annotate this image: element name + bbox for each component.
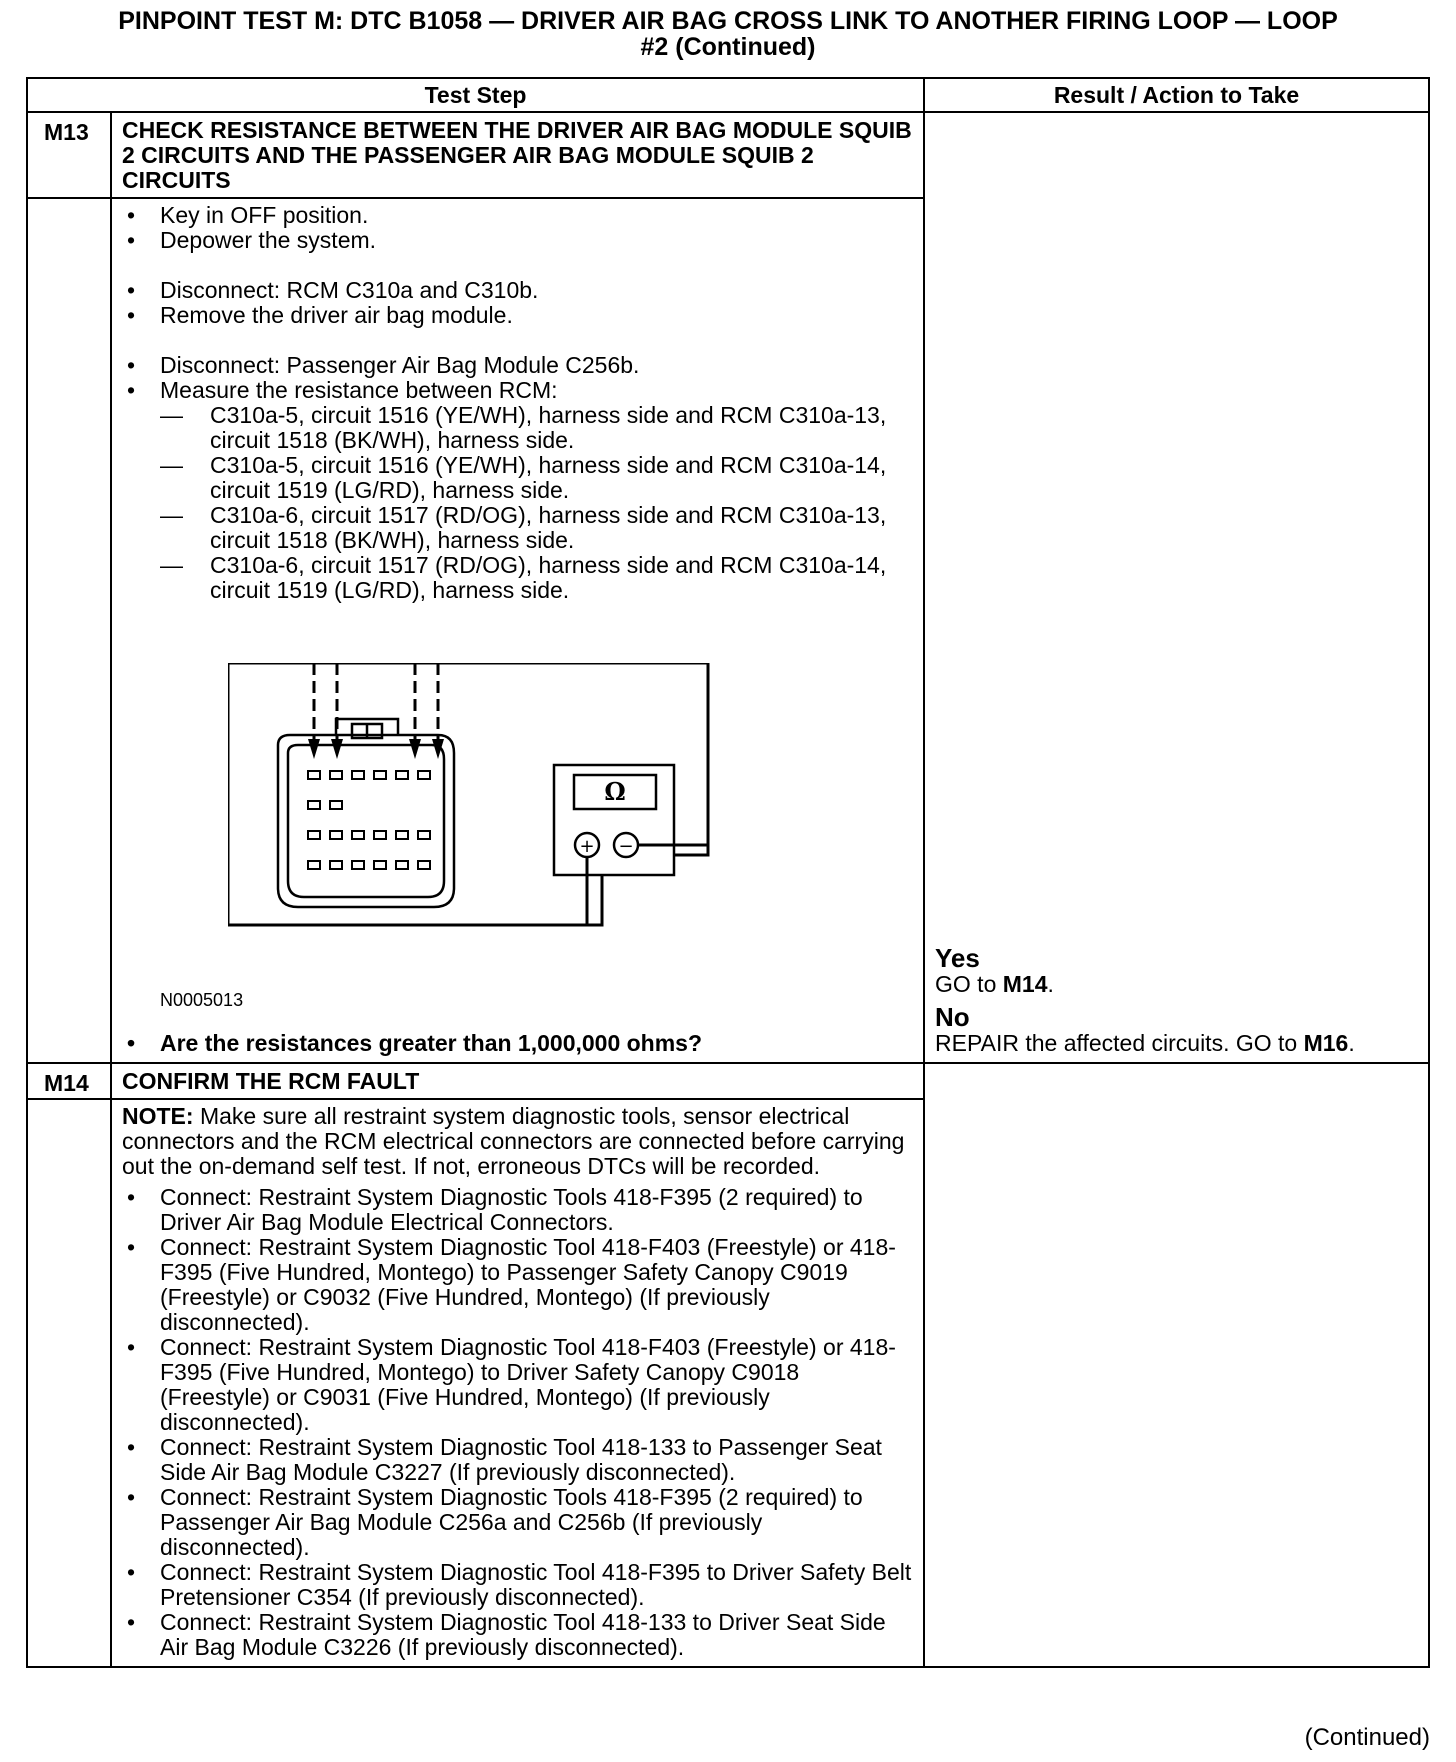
title-line-2: #2 (Continued) <box>640 33 816 61</box>
note-label: NOTE: <box>122 1103 194 1129</box>
list-item: • Connect: Restraint System Diagnostic Tool 418-F403 (Freestyle) or 418-F395 (Five Hundred, Montego) to Driver Safety Canopy C9018 (Freestyle) or C9031 (Five Hundred, Montego) (If previously disconnected). <box>122 1335 915 1435</box>
list-item: • Connect: Restraint System Diagnostic Tool 418-F395 to Driver Safety Belt Pretensioner C354 (If previously disconnected). <box>122 1560 915 1610</box>
m13-id-spacer <box>27 198 111 1063</box>
list-item: • Connect: Restraint System Diagnostic Tools 418-F395 (2 required) to Passenger Air Bag Module C256a and C256b (If previously disconnected). <box>122 1485 915 1560</box>
connector <box>278 719 454 907</box>
m14-step-id: M14 <box>27 1063 111 1099</box>
m13-question: • Are the resistances greater than 1,000,000 ohms? <box>122 1031 915 1056</box>
m14-result-cell <box>924 1063 1429 1667</box>
result-header: Result / Action to Take <box>924 78 1429 112</box>
m14-note: NOTE: Make sure all restraint system diagnostic tools, sensor electrical connectors and the RCM electrical connectors are connected before carrying out the on-demand self test. If not, erroneous DTCs will be recorded. <box>122 1103 905 1179</box>
measurement-list <box>160 403 915 603</box>
m13-body <box>111 198 924 1063</box>
list-item: • Connect: Restraint System Diagnostic Tool 418-F403 (Freestyle) or 418-F395 (Five Hundred, Montego) to Passenger Safety Canopy C9019 (Freestyle) or C9032 (Five Hundred, Montego) (If previously disconnected). <box>122 1235 915 1335</box>
plus-terminal: + <box>579 836 595 857</box>
m13-no-action: REPAIR the affected circuits. GO to M16. <box>935 1030 1355 1056</box>
list-item: — C310a-6, circuit 1517 (RD/OG), harness side and RCM C310a-13, circuit 1518 (BK/WH), harness side. <box>160 503 915 553</box>
list-item: • Depower the system. <box>122 228 915 253</box>
list-item: • Disconnect: RCM C310a and C310b. <box>122 278 915 303</box>
m13-no-target: M16 <box>1303 1030 1349 1056</box>
connector-resistance-diagram <box>228 663 728 963</box>
list-item: • Connect: Restraint System Diagnostic Tool 418-133 to Driver Seat Side Air Bag Module C3226 (If previously disconnected). <box>122 1610 915 1660</box>
m14-heading-row <box>27 1063 1429 1099</box>
m14-steps <box>122 1185 915 1660</box>
m13-steps-group-2 <box>122 278 915 328</box>
page-title <box>0 8 1456 60</box>
m13-heading-row <box>27 112 1429 198</box>
m13-yes-action: GO to M14. <box>935 971 1054 997</box>
m13-steps-group-3 <box>122 353 915 603</box>
m13-steps-group-1 <box>122 203 915 253</box>
continued-label: (Continued) <box>1304 1724 1430 1751</box>
m13-step-id: M13 <box>27 112 111 198</box>
title-line-1: PINPOINT TEST M: DTC B1058 — DRIVER AIR BAG CROSS LINK TO ANOTHER FIRING LOOP — LOOP <box>118 7 1338 35</box>
m13-step-heading: CHECK RESISTANCE BETWEEN THE DRIVER AIR BAG MODULE SQUIB 2 CIRCUITS AND THE PASSENGER AIR BAG MODULE SQUIB 2 CIRCUITS <box>111 112 924 198</box>
ohm-symbol: Ω <box>604 777 626 806</box>
m14-id-spacer <box>27 1099 111 1667</box>
list-item: • Remove the driver air bag module. <box>122 303 915 328</box>
list-item: • Disconnect: Passenger Air Bag Module C256b. <box>122 353 915 378</box>
m14-body <box>111 1099 924 1667</box>
list-item: • Connect: Restraint System Diagnostic Tools 418-F395 (2 required) to Driver Air Bag Module Electrical Connectors. <box>122 1185 915 1235</box>
m14-step-heading: CONFIRM THE RCM FAULT <box>111 1063 924 1099</box>
m13-question-list <box>122 1031 915 1056</box>
list-item: — C310a-6, circuit 1517 (RD/OG), harness side and RCM C310a-14, circuit 1519 (LG/RD), harness side. <box>160 553 915 603</box>
table-header-row <box>27 78 1429 112</box>
pinpoint-test-table <box>26 77 1430 1668</box>
m13-yes-target: M14 <box>1002 971 1048 997</box>
m13-no-label: No <box>935 1002 970 1032</box>
m13-yes-label: Yes <box>935 943 980 973</box>
list-item: • Measure the resistance between RCM: — C310a-5, circuit 1516 (YE/WH), harness side and RCM C310a-13, circuit 1518 (BK/WH), harness side. — C310a-5, circuit 1516 (YE/WH), harness side and RCM C310a-14, circuit 1519 (LG/RD), harness side. — C310a-6, circuit 1517 (RD/OG), harness side and RCM C310a-13, circuit 1518 (BK/WH), harness side. — C310a-6, circuit 1517 (RD/OG), harness side and RCM C310a-14, circuit 1519 (LG/RD), harness side. <box>122 378 915 603</box>
figure-id: N0005013 <box>160 990 244 1010</box>
probe-arrows <box>308 739 444 759</box>
probe-lines <box>314 663 438 741</box>
connector-pins <box>308 771 430 869</box>
minus-terminal: − <box>618 836 634 857</box>
list-item: • Connect: Restraint System Diagnostic Tool 418-133 to Passenger Seat Side Air Bag Module C3227 (If previously disconnected). <box>122 1435 915 1485</box>
list-item: — C310a-5, circuit 1516 (YE/WH), harness side and RCM C310a-14, circuit 1519 (LG/RD), harness side. <box>160 453 915 503</box>
list-item: — C310a-5, circuit 1516 (YE/WH), harness side and RCM C310a-13, circuit 1518 (BK/WH), harness side. <box>160 403 915 453</box>
list-item: • Key in OFF position. <box>122 203 915 228</box>
test-step-header: Test Step <box>27 78 924 112</box>
m13-result-cell <box>924 112 1429 1063</box>
